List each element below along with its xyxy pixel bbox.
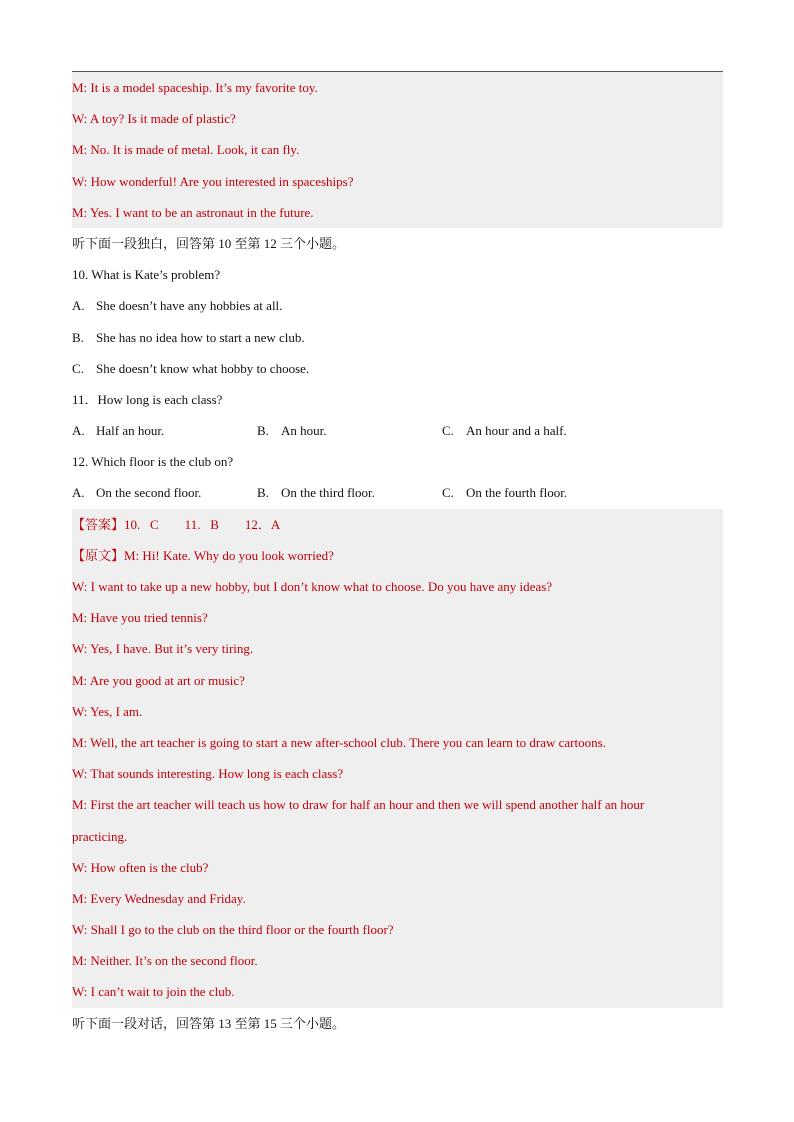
q11-option-a xyxy=(72,415,257,446)
option-text: On the second floor. xyxy=(96,485,202,501)
option-text: On the fourth floor. xyxy=(466,485,568,501)
section-instruction: 听下面一段独白，回答第 10 至第 12 三个小题。 xyxy=(72,235,346,251)
q12-option-a xyxy=(72,477,257,508)
q12-options xyxy=(72,477,723,508)
transcript-line: W: Yes, I am. xyxy=(72,703,143,719)
transcript-line: W: I want to take up a new hobby, but I don’t know what to choose. Do you have any ideas? xyxy=(72,579,553,594)
answer-text: 10. C 11. B 12．A xyxy=(124,516,281,532)
transcript-line: M: Have you tried tennis? xyxy=(72,610,208,626)
question-12: 12. Which floor is the club on? xyxy=(72,454,234,470)
option-letter: A. xyxy=(72,298,85,314)
option-letter: A. xyxy=(72,485,85,501)
q10-option-c xyxy=(72,353,723,384)
dialogue-line: W: How wonderful! Are you interested in spaceships? xyxy=(72,173,354,189)
transcript-line: W: Yes, I have. But it’s very tiring. xyxy=(72,641,254,657)
option-text: She has no idea how to start a new club. xyxy=(96,329,305,345)
transcript-line: M: Well, the art teacher is going to start a new after-school club. There you can learn to draw cartoons. xyxy=(72,734,606,750)
option-letter: B. xyxy=(72,329,84,345)
transcript-label: 【原文】 xyxy=(72,547,125,563)
answer-line xyxy=(72,509,723,540)
option-letter: A. xyxy=(72,423,85,439)
option-letter: C. xyxy=(72,360,84,376)
q11-options xyxy=(72,415,723,446)
transcript-line: M: Neither. It’s on the second floor. xyxy=(72,953,258,969)
option-text: She doesn’t have any hobbies at all. xyxy=(96,298,283,314)
question-11: 11．How long is each class? xyxy=(72,391,223,407)
dialogue-block-top xyxy=(72,72,723,228)
option-letter: C. xyxy=(442,423,454,439)
q10-option-b xyxy=(72,322,723,353)
option-letter: B. xyxy=(257,423,269,439)
transcript-first-line xyxy=(72,540,723,571)
option-text: An hour and a half. xyxy=(466,423,567,439)
option-text: Half an hour. xyxy=(96,423,165,439)
q11-option-b xyxy=(257,415,442,446)
transcript-line: W: Shall I go to the club on the third floor or the fourth floor? xyxy=(72,922,394,938)
q12-option-c xyxy=(442,477,567,508)
q10-option-a xyxy=(72,290,723,321)
dialogue-line: M: It is a model spaceship. It’s my favorite toy. xyxy=(72,80,318,95)
document-page xyxy=(72,71,723,1039)
q12-option-b xyxy=(257,477,442,508)
option-letter: C. xyxy=(442,485,454,501)
transcript-line: W: That sounds interesting. How long is each class? xyxy=(72,766,344,782)
transcript-line: M: First the art teacher will teach us how to draw for half an hour and then we will spend another half an hour xyxy=(72,797,645,813)
question-10: 10. What is Kate’s problem? xyxy=(72,267,221,283)
option-text: On the third floor. xyxy=(281,485,375,501)
transcript-line: W: How often is the club? xyxy=(72,859,209,875)
dialogue-line: W: A toy? Is it made of plastic? xyxy=(72,111,236,127)
answer-label: 【答案】 xyxy=(72,516,125,532)
dialogue-line: M: No. It is made of metal. Look, it can fly. xyxy=(72,142,300,158)
q11-option-c xyxy=(442,415,567,446)
option-text: An hour. xyxy=(281,423,327,439)
option-letter: B. xyxy=(257,485,269,501)
transcript-text: M: Hi! Kate. Why do you look worried? xyxy=(124,547,334,563)
transcript-line: M: Every Wednesday and Friday. xyxy=(72,890,246,906)
transcript-line: W: I can’t wait to join the club. xyxy=(72,984,235,1000)
option-text: She doesn’t know what hobby to choose. xyxy=(96,360,310,376)
section-instruction: 听下面一段对话，回答第 13 至第 15 三个小题。 xyxy=(72,1015,346,1031)
answer-block xyxy=(72,509,723,1008)
dialogue-line: M: Yes. I want to be an astronaut in the future. xyxy=(72,204,314,220)
transcript-line: practicing. xyxy=(72,828,128,844)
transcript-line: M: Are you good at art or music? xyxy=(72,672,245,688)
